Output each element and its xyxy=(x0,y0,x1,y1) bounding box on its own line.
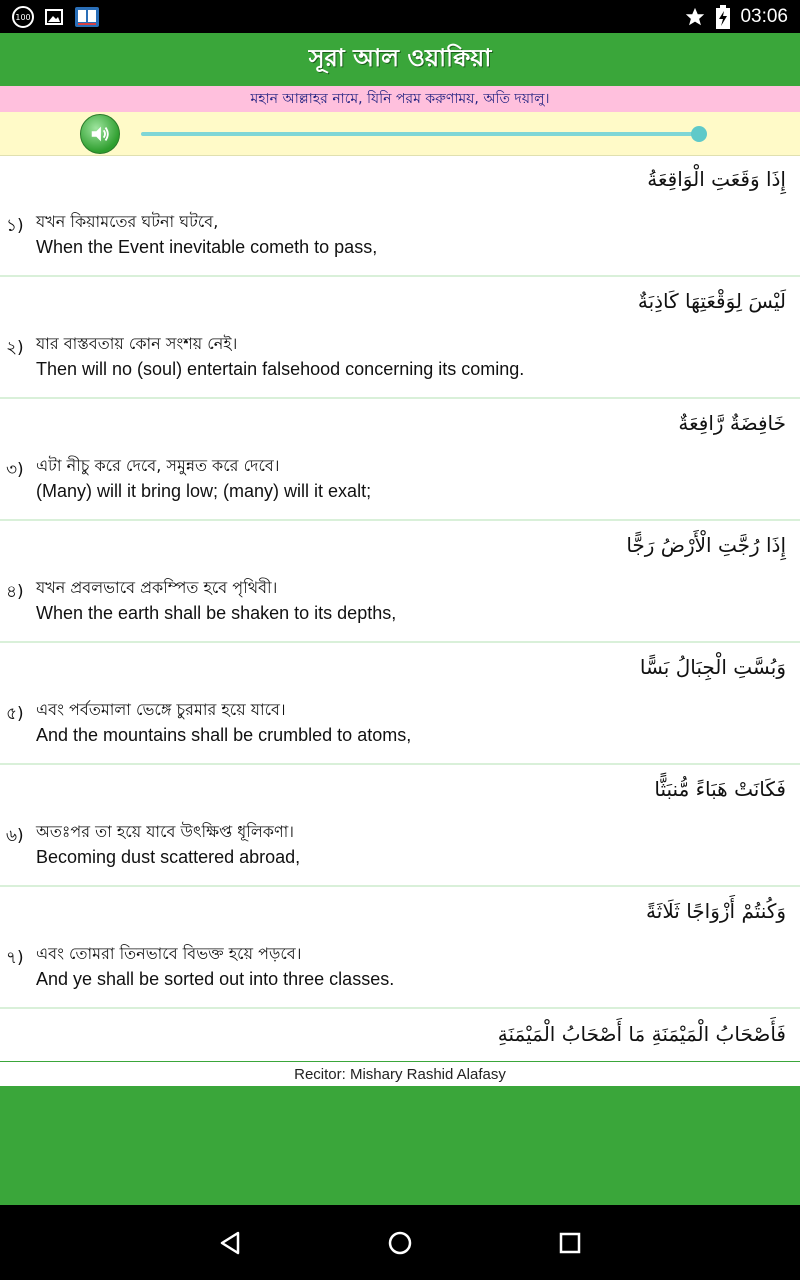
verse-list[interactable] xyxy=(0,157,800,1061)
verse-arabic: وَبُسَّتِ الْجِبَالُ بَسًّا xyxy=(639,655,786,679)
verse-number: ৫) xyxy=(6,704,24,724)
audio-seek-track[interactable] xyxy=(141,132,701,136)
verse-english: And ye shall be sorted out into three classes. xyxy=(36,969,395,989)
home-button[interactable] xyxy=(382,1225,418,1261)
verse-arabic: خَافِضَةٌ رَّافِعَةٌ xyxy=(678,411,786,435)
verse-number: ১) xyxy=(6,216,24,236)
audio-player xyxy=(0,112,800,156)
battery-badge-label: 100 xyxy=(15,12,31,22)
verse-arabic: لَيْسَ لِوَقْعَتِهَا كَاذِبَةٌ xyxy=(637,289,786,313)
verse-bengali: এবং তোমরা তিনভাবে বিভক্ত হয়ে পড়বে। xyxy=(36,944,302,963)
verse-arabic: إِذَا رُجَّتِ الْأَرْضُ رَجًّا xyxy=(626,533,786,557)
verse-item[interactable] xyxy=(0,157,800,277)
verse-english: When the earth shall be shaken to its depths, xyxy=(36,603,397,623)
book-app-icon xyxy=(74,6,100,28)
verse-item[interactable] xyxy=(0,523,800,643)
verse-bengali: অতঃপর তা হয়ে যাবে উৎক্ষিপ্ত ধূলিকণা। xyxy=(36,822,294,841)
verse-bengali: যখন প্রবলভাবে প্রকম্পিত হবে পৃথিবী। xyxy=(36,578,278,597)
verse-item[interactable] xyxy=(0,889,800,1009)
clock: 03:06 xyxy=(740,6,788,27)
battery-charging-icon xyxy=(716,5,730,29)
home-icon xyxy=(386,1229,414,1257)
speaker-icon xyxy=(89,123,111,145)
verse-number: ৬) xyxy=(6,826,24,846)
ad-banner-area xyxy=(0,1086,800,1205)
verse-number: ৩) xyxy=(6,460,24,480)
surah-title: সূরা আল ওয়াক্বিয়া xyxy=(308,43,492,72)
verse-arabic: فَأَصْحَابُ الْمَيْمَنَةِ مَا أَصْحَابُ الْمَيْمَنَةِ xyxy=(497,1022,786,1046)
status-bar xyxy=(0,0,800,33)
bismillah-text: মহান আল্লাহর নামে, যিনি পরম করুণাময়, অতি দয়ালু। xyxy=(250,91,550,107)
system-nav-bar xyxy=(0,1205,800,1280)
verse-number: ৪) xyxy=(6,582,24,602)
star-icon xyxy=(684,6,706,28)
verse-arabic: إِذَا وَقَعَتِ الْوَاقِعَةُ xyxy=(647,167,786,191)
verse-english: When the Event inevitable cometh to pass, xyxy=(36,237,378,257)
verse-bengali: যখন কিয়ামতের ঘটনা ঘটবে, xyxy=(36,212,219,231)
back-button[interactable] xyxy=(212,1225,248,1261)
verse-english: Becoming dust scattered abroad, xyxy=(36,847,301,867)
audio-seek-thumb[interactable] xyxy=(691,126,707,142)
verse-item[interactable] xyxy=(0,645,800,765)
bismillah-banner xyxy=(0,86,800,112)
recents-button[interactable] xyxy=(552,1225,588,1261)
status-right-icons xyxy=(684,4,788,30)
verse-item-partial[interactable] xyxy=(0,1012,800,1060)
app-header xyxy=(0,33,800,86)
verse-bengali: এবং পর্বতমালা ভেঙ্গে চুরমার হয়ে যাবে। xyxy=(36,700,286,719)
verse-english: And the mountains shall be crumbled to atoms, xyxy=(36,725,412,745)
recents-icon xyxy=(556,1229,584,1257)
verse-english: (Many) will it bring low; (many) will it exalt; xyxy=(36,481,372,501)
verse-arabic: فَكَانَتْ هَبَاءً مُّنبَثًّا xyxy=(654,777,786,801)
back-icon xyxy=(216,1229,244,1257)
verse-item[interactable] xyxy=(0,279,800,399)
verse-number: ৭) xyxy=(6,948,24,968)
verse-english: Then will no (soul) entertain falsehood concerning its coming. xyxy=(36,359,525,379)
verse-number: ২) xyxy=(6,338,24,358)
verse-item[interactable] xyxy=(0,767,800,887)
verse-bengali: এটা নীচু করে দেবে, সমুন্নত করে দেবে। xyxy=(36,456,280,475)
verse-item[interactable] xyxy=(0,401,800,521)
reciter-label: Recitor: Mishary Rashid Alafasy xyxy=(294,1065,506,1083)
image-icon xyxy=(44,7,64,27)
verse-arabic: وَكُنتُمْ أَزْوَاجًا ثَلَاثَةً xyxy=(646,899,786,923)
status-left-icons xyxy=(12,5,100,29)
audio-play-button[interactable] xyxy=(80,114,120,154)
reciter-footer xyxy=(0,1061,800,1086)
battery-100-icon xyxy=(12,6,34,28)
verse-bengali: যার বাস্তবতায় কোন সংশয় নেই। xyxy=(36,334,238,353)
